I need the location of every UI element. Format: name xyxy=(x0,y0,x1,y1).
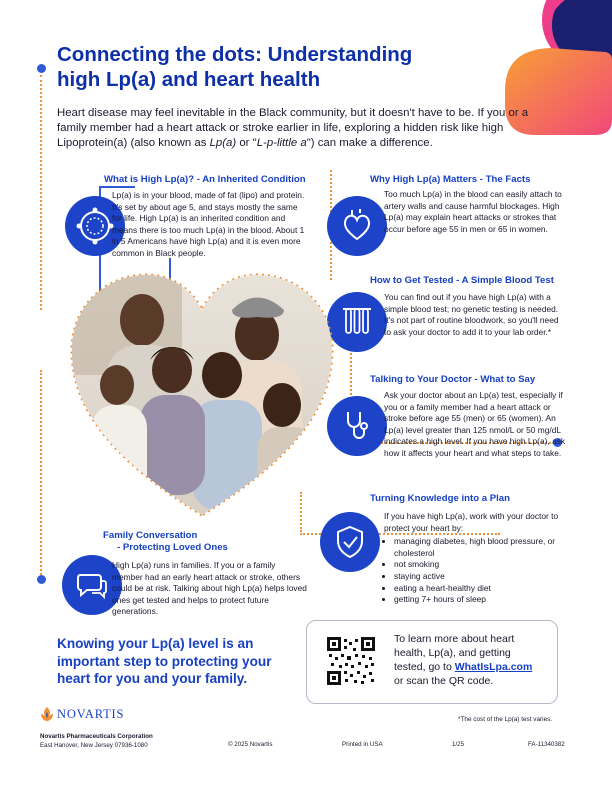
section-title-why: Why High Lp(a) Matters - The Facts xyxy=(370,174,531,185)
connector-dot xyxy=(37,575,46,584)
page-title xyxy=(57,42,497,92)
footer-code: FA-11340382 xyxy=(528,741,565,748)
list-item: • staying active xyxy=(394,571,564,583)
section-title-plan: Turning Knowledge into a Plan xyxy=(370,493,510,504)
qr-code[interactable] xyxy=(327,637,375,685)
connector-line xyxy=(40,75,42,310)
footer-company xyxy=(40,732,153,750)
section-title-what: What is High Lp(a)? - An Inherited Condition xyxy=(104,174,306,185)
intro-text: Heart disease may feel inevitable in the Black community, but it doesn't have to be. If you or a family member had a heart attack or stroke earlier in life, exploring a hidden risk like high Lipoprotein(a) (also known as xyxy=(57,107,529,149)
footnote: *The cost of the Lp(a) test varies. xyxy=(458,716,553,723)
family-title-line-2: - Protecting Loved Ones xyxy=(117,542,228,553)
intro-text: ") can make a difference. xyxy=(306,137,433,149)
footer-printed: Printed in USA xyxy=(342,741,383,748)
qr-instructions xyxy=(394,632,544,688)
heart-icon xyxy=(327,196,387,256)
brand-name: NOVARTIS xyxy=(57,706,125,721)
intro-paragraph xyxy=(57,106,557,151)
company-name: Novartis Pharmaceuticals Corporation xyxy=(40,733,153,740)
call-to-action: Knowing your Lp(a) level is an important step to protecting your heart for you and your family. xyxy=(57,636,272,686)
intro-italic: L-p-little a xyxy=(256,137,307,149)
website-link[interactable]: WhatIsLpa.com xyxy=(454,661,533,673)
connector-dot xyxy=(37,64,46,73)
connector-line xyxy=(40,370,42,575)
qr-text: or scan the QR code. xyxy=(394,675,494,687)
list-item: • getting 7+ hours of sleep xyxy=(394,594,564,606)
company-address: East Hanover, New Jersey 07936-1080 xyxy=(40,742,148,749)
novartis-logo xyxy=(40,706,124,722)
title-line-1: Connecting the dots: Understanding xyxy=(57,43,413,66)
intro-text: or " xyxy=(236,137,257,149)
section-title-tested: How to Get Tested - A Simple Blood Test xyxy=(370,275,554,286)
connector-line xyxy=(100,186,135,188)
list-item: • managing diabetes, high blood pressure, or cholesterol xyxy=(394,536,564,559)
section-title-family xyxy=(103,530,228,554)
novartis-flame-icon xyxy=(40,706,54,722)
list-item: • eating a heart-healthy diet xyxy=(394,583,564,595)
section-body-tested: You can find out if you have high Lp(a) with a simple blood test; no genetic testing is needed. It's not part of routine bloodwork, so you'll need to ask your doctor to add it to your lab order.* xyxy=(384,292,559,337)
section-body-doctor: Ask your doctor about an Lp(a) test, especially if you or a family member had a heart attack or stroke before age 55 (men) or 65 (women). An Lp(a) level greater than 125 nmol/L or 50 mg/dL indicates a high level. If you have high Lp(a), ask how it affects your heart and what steps to take. xyxy=(384,390,566,458)
footer-date: 1/25 xyxy=(452,741,465,748)
plan-intro: If you have high Lp(a), work with your doctor to protect your heart by: xyxy=(384,511,559,533)
family-title-line-1: Family Conversation xyxy=(103,530,198,541)
title-line-2: high Lp(a) and heart health xyxy=(57,68,321,91)
qr-text: To learn more about heart health, Lp(a), and getting tested, go to xyxy=(394,633,515,673)
plan-list xyxy=(384,536,564,606)
list-item: • not smoking xyxy=(394,559,564,571)
family-photo-heart xyxy=(62,265,342,525)
section-body-what: Lp(a) is in your blood, made of fat (lipo) and protein. It's set by about age 5, and stays mostly the same for life. High Lp(a) is an inherited condition and means there is too much Lp(a) in the blood. About 1 in 5 Americans have high Lp(a) and it is even more common in Black people. xyxy=(112,190,305,258)
section-body-why: Too much Lp(a) in the blood can easily attach to artery walls and cause harmful blockages. High Lp(a) may explain heart attacks or strokes that occur before age 55 in men or 65 in women. xyxy=(384,189,562,234)
intro-italic: Lp(a) xyxy=(209,137,237,149)
section-title-doctor: Talking to Your Doctor - What to Say xyxy=(370,374,536,385)
footer-copyright: © 2025 Novartis xyxy=(228,741,273,748)
section-body-plan xyxy=(384,511,564,606)
section-body-family: High Lp(a) runs in families. If you or a family member had an early heart attack or stroke, others could be at risk. Talking about high Lp(a) helps loved ones get tested and helps to protect future generations. xyxy=(112,560,307,617)
